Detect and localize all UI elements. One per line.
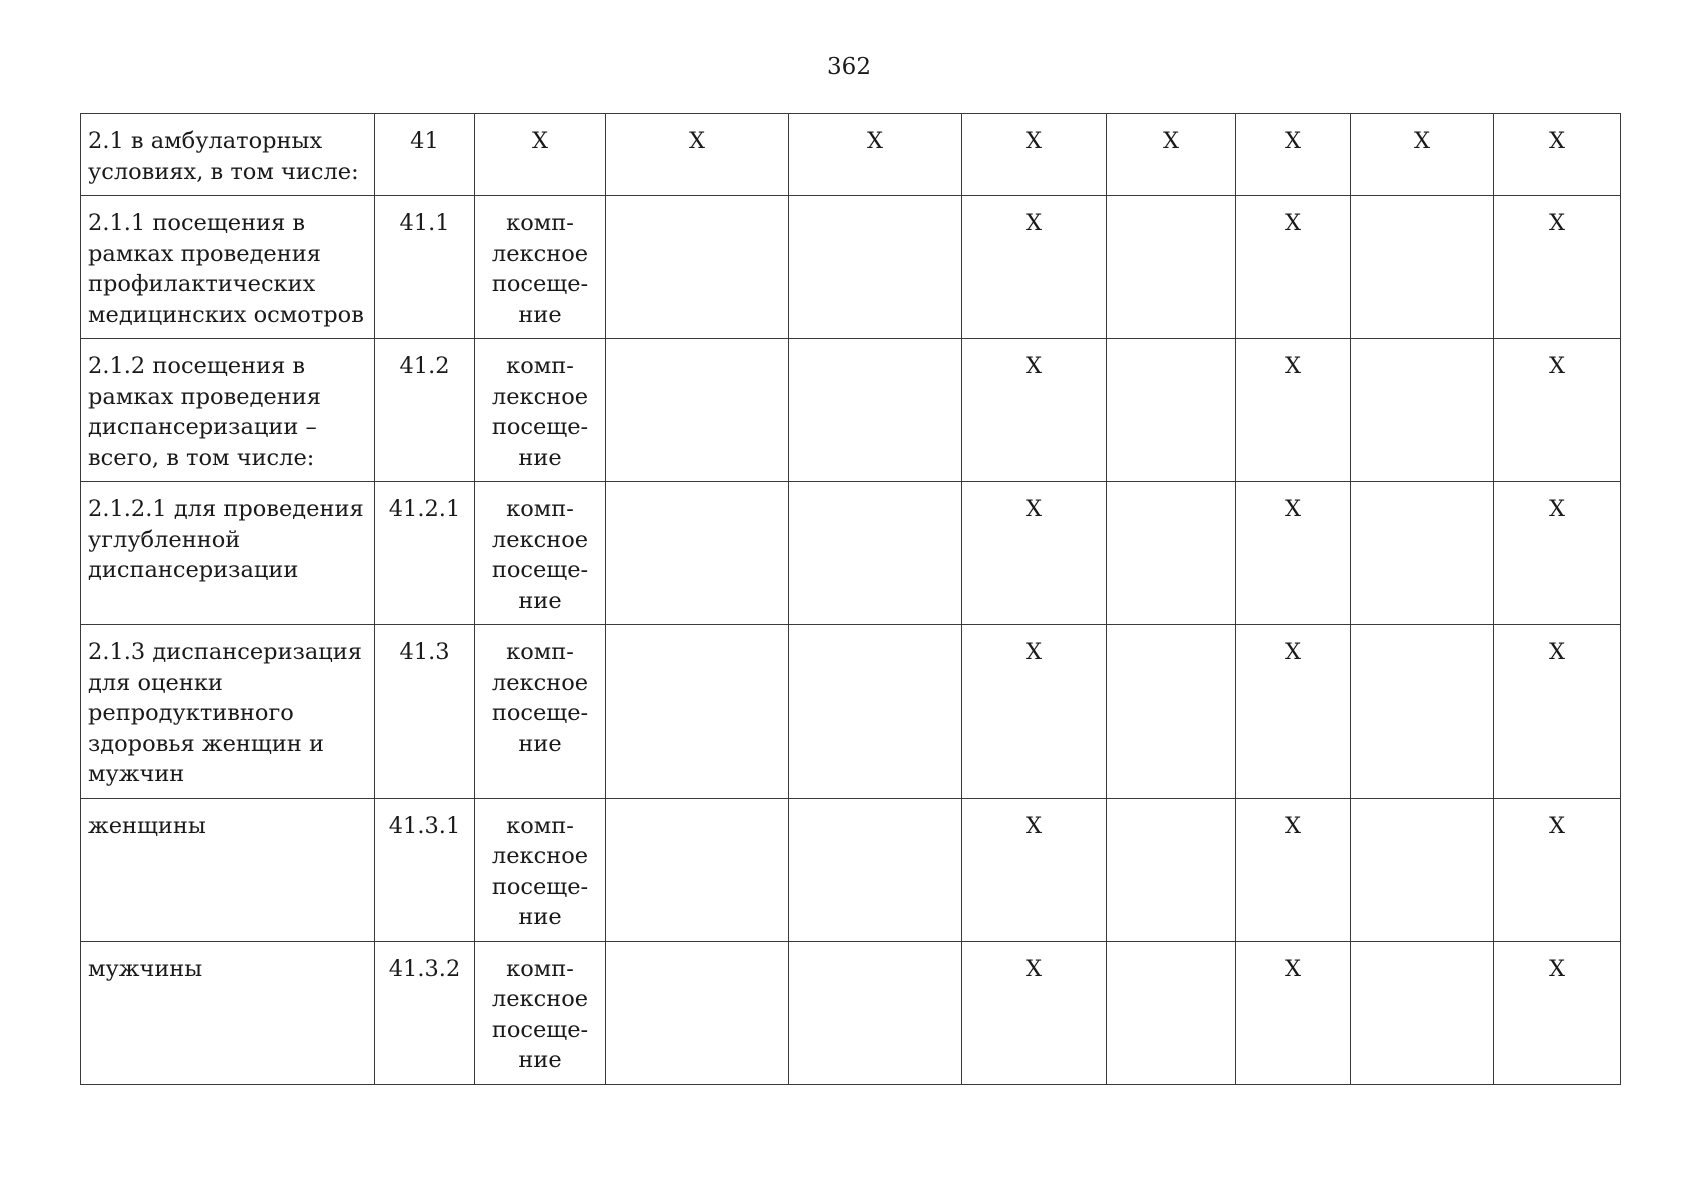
row-code-cell [375, 941, 475, 1084]
row-code-cell [375, 196, 475, 339]
value-cell-4 [1107, 339, 1236, 482]
value-cell-7 [1494, 196, 1621, 339]
value-cell-1 [606, 798, 789, 941]
value-cell-2 [789, 339, 962, 482]
row-unit-cell [475, 625, 606, 799]
table-row [81, 482, 1621, 625]
row-unit-cell [475, 196, 606, 339]
table-row [81, 798, 1621, 941]
value-cell-4 [1107, 941, 1236, 1084]
value-cell-3 [962, 798, 1107, 941]
value-cell-2 [789, 941, 962, 1084]
value-cell-5 [1236, 482, 1351, 625]
value-cell-3 [962, 114, 1107, 196]
value-cell-5-text: X [1284, 496, 1302, 522]
value-cell-4 [1107, 798, 1236, 941]
row-code-cell-text: 41.2 [399, 353, 450, 379]
row-unit-cell [475, 941, 606, 1084]
row-name-cell [81, 625, 375, 799]
value-cell-5 [1236, 114, 1351, 196]
value-cell-5 [1236, 625, 1351, 799]
row-name-cell-text: 2.1.2.1 для проведения углубленной диспансеризации [88, 496, 364, 583]
row-name-cell [81, 196, 375, 339]
value-cell-1 [606, 196, 789, 339]
row-name-cell-text: 2.1.3 диспансеризация для оценки репродуктивного здоровья женщин и мужчин [88, 639, 362, 787]
table-row [81, 625, 1621, 799]
value-cell-7-text: X [1548, 496, 1566, 522]
value-cell-4 [1107, 196, 1236, 339]
value-cell-1-text: X [688, 128, 706, 154]
value-cell-6 [1351, 114, 1494, 196]
value-cell-3 [962, 339, 1107, 482]
table-row [81, 339, 1621, 482]
row-name-cell-text: мужчины [88, 955, 203, 982]
row-code-cell [375, 339, 475, 482]
value-cell-5 [1236, 798, 1351, 941]
row-code-cell-text: 41.2.1 [388, 496, 461, 522]
value-cell-6 [1351, 196, 1494, 339]
value-cell-3-text: X [1025, 496, 1043, 522]
value-cell-5 [1236, 339, 1351, 482]
value-cell-7 [1494, 339, 1621, 482]
row-unit-cell-text: комп- лексное посеще- ние [491, 210, 589, 328]
value-cell-3 [962, 941, 1107, 1084]
row-unit-cell-text: комп- лексное посеще- ние [491, 353, 589, 471]
row-unit-cell-text: комп- лексное посеще- ние [491, 812, 589, 930]
value-cell-3-text: X [1025, 812, 1043, 839]
value-cell-2 [789, 482, 962, 625]
row-name-cell [81, 482, 375, 625]
value-cell-7-text: X [1548, 812, 1566, 839]
value-cell-7-text: X [1548, 955, 1566, 982]
value-cell-1 [606, 625, 789, 799]
table-row [81, 941, 1621, 1084]
value-cell-1 [606, 482, 789, 625]
row-name-cell [81, 941, 375, 1084]
value-cell-7 [1494, 941, 1621, 1084]
row-unit-cell [475, 482, 606, 625]
value-cell-5-text: X [1284, 128, 1302, 154]
value-cell-7-text: X [1548, 210, 1566, 236]
row-name-cell-text: женщины [88, 812, 206, 839]
row-name-cell [81, 339, 375, 482]
value-cell-7-text: X [1548, 353, 1566, 379]
value-cell-7 [1494, 114, 1621, 196]
value-cell-6 [1351, 941, 1494, 1084]
value-cell-1 [606, 941, 789, 1084]
row-code-cell [375, 798, 475, 941]
value-cell-4 [1107, 625, 1236, 799]
value-cell-6 [1351, 482, 1494, 625]
row-name-cell [81, 114, 375, 196]
row-unit-cell [475, 798, 606, 941]
row-unit-cell [475, 339, 606, 482]
value-cell-4 [1107, 482, 1236, 625]
row-name-cell-text: 2.1.1 посещения в рамках проведения профилактических медицинских осмотров [88, 210, 364, 328]
row-name-cell-text: 2.1 в амбулаторных условиях, в том числе: [88, 128, 359, 185]
value-cell-4 [1107, 114, 1236, 196]
value-cell-2-text: X [866, 128, 884, 154]
value-cell-5-text: X [1284, 955, 1302, 982]
row-unit-cell-text: комп- лексное посеще- ние [491, 639, 589, 757]
table-body [81, 114, 1621, 1085]
value-cell-7 [1494, 798, 1621, 941]
value-cell-3-text: X [1025, 128, 1043, 154]
row-code-cell-text: 41.3.2 [388, 955, 461, 982]
value-cell-3-text: X [1025, 353, 1043, 379]
value-cell-2 [789, 114, 962, 196]
value-cell-7 [1494, 625, 1621, 799]
row-unit-cell-text: комп- лексное посеще- ние [491, 955, 589, 1073]
row-code-cell-text: 41 [410, 128, 439, 154]
value-cell-5-text: X [1284, 353, 1302, 379]
value-cell-5-text: X [1284, 812, 1302, 839]
value-cell-6-text: X [1413, 128, 1431, 154]
value-cell-6 [1351, 339, 1494, 482]
page-number: 362 [827, 54, 871, 80]
value-cell-7-text: X [1548, 128, 1566, 154]
value-cell-7 [1494, 482, 1621, 625]
value-cell-5-text: X [1284, 639, 1302, 665]
row-unit-cell [475, 114, 606, 196]
row-code-cell-text: 41.3.1 [388, 812, 461, 839]
row-code-cell-text: 41.1 [399, 210, 450, 236]
table-row [81, 114, 1621, 196]
data-table [80, 113, 1621, 1085]
row-code-cell [375, 114, 475, 196]
value-cell-2 [789, 798, 962, 941]
value-cell-3 [962, 625, 1107, 799]
value-cell-4-text: X [1162, 128, 1180, 154]
value-cell-6 [1351, 798, 1494, 941]
row-code-cell-text: 41.3 [399, 639, 450, 665]
value-cell-3 [962, 196, 1107, 339]
value-cell-5 [1236, 941, 1351, 1084]
value-cell-1 [606, 114, 789, 196]
row-unit-cell-text: X [531, 128, 549, 154]
value-cell-3-text: X [1025, 210, 1043, 236]
value-cell-3-text: X [1025, 639, 1043, 665]
value-cell-2 [789, 196, 962, 339]
value-cell-2 [789, 625, 962, 799]
value-cell-1 [606, 339, 789, 482]
row-name-cell-text: 2.1.2 посещения в рамках проведения диспансеризации – всего, в том числе: [88, 353, 321, 471]
value-cell-5-text: X [1284, 210, 1302, 236]
value-cell-6 [1351, 625, 1494, 799]
row-unit-cell-text: комп- лексное посеще- ние [491, 496, 589, 614]
row-name-cell [81, 798, 375, 941]
value-cell-5 [1236, 196, 1351, 339]
value-cell-7-text: X [1548, 639, 1566, 665]
value-cell-3-text: X [1025, 955, 1043, 982]
row-code-cell [375, 625, 475, 799]
value-cell-3 [962, 482, 1107, 625]
row-code-cell [375, 482, 475, 625]
table-row [81, 196, 1621, 339]
